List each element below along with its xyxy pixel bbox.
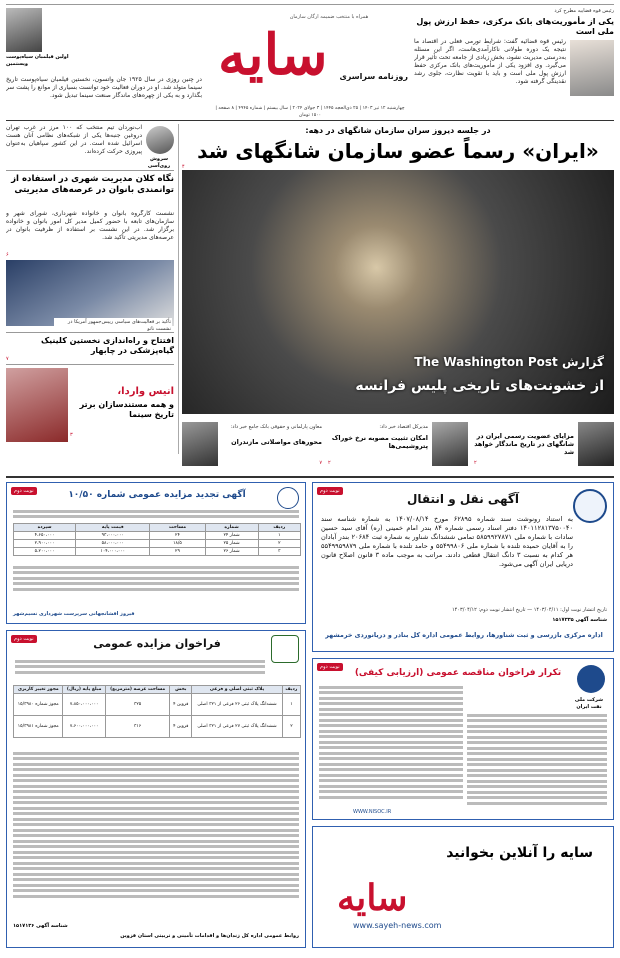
strip-photo-1 <box>578 422 614 466</box>
ad-tender-org: شرکت ملی نفت ایران <box>574 697 604 710</box>
table-row: ۱ ششدانگ پلاک ثبتی ۲۶ فرعی از ۳۲۱ اصلی قزوین ۴ ۳۲۵ ۷،۸۵۰،۰۰۰،۰۰۰ مجوز شماره ۱۵/۳۹۸۰ <box>14 694 301 716</box>
ad-transport-footer: اداره مرکزی بازرسی و ثبت شناورها، روابط عمومی اداره کل بنادر و دریانوردی خرمشهر <box>325 631 603 639</box>
ports-logo <box>573 489 607 523</box>
left-column <box>6 124 174 444</box>
filmmaker-photo <box>6 8 42 52</box>
ad-auction2-id: شناسه آگهی ۱۵۱۷۱۳۶ <box>13 923 68 929</box>
municipality-logo <box>277 487 299 509</box>
ad-tender-badge: نوبت دوم <box>317 663 343 671</box>
ad-auction2-title: فراخوان مزایده عمومی <box>93 637 221 650</box>
story1-text: آب‌نوردان تیم منتخب که ۱۰۰ مرز در غرب تهران دروغین جنبه‌ها یکی از شبکه‌های نظامی آنان هست اسرائیل شده است. در این کشور سپاهیان به‌عنوان پیروزی حرکت کرده‌اند. <box>6 124 142 155</box>
online-url[interactable]: www.sayeh-news.com <box>353 921 442 930</box>
strip-photo-2 <box>432 422 468 466</box>
ad-transport-badge: نوبت دوم <box>317 487 343 495</box>
nioc-logo <box>577 665 605 693</box>
top-left-body: در چنین روزی در سال ۱۹۲۵ جان واتسون، نخستین فیلمبان سیاه‌پوست تاریخ سینما متولد شد. او در دوران فعالیت خود توانست بسیاری از موانع را پشت سر بگذارد و به یکی از چهره‌های ماندگار صنعت سینما تبدیل شود. <box>6 76 202 99</box>
ad-tender-text-left <box>319 683 463 801</box>
ad-transport-dates: تاریخ انتشار نوبت اول: ۱۴۰۳/۰۴/۱۱ — تاریخ انتشار نوبت دوم: ۱۴۰۳/۰۴/۱۲ <box>452 607 607 613</box>
photo-headline-2[interactable]: از خشونت‌های تاریخی پلیس فرانسه <box>355 378 604 394</box>
table-row: ۲ ششدانگ پلاک ثبتی ۲۷ فرعی از ۳۲۱ اصلی قزوین ۴ ۳۱۶ ۷،۶۰۰،۰۰۰،۰۰۰ مجوز شماره ۱۵/۳۹۸۱ <box>14 716 301 738</box>
top-right-headline[interactable]: یکی از مأموریت‌های بانک مرکزی، حفظ ارزش پول ملی است <box>416 16 614 36</box>
masthead-logo[interactable]: سایه <box>218 22 328 88</box>
strip-item-1[interactable]: مزایای عضویت رسمی ایران در شانگهای در تاریخ ماندگار خواهد شد ۲ <box>474 418 614 470</box>
nato-photo <box>6 260 174 326</box>
strip-item-2[interactable]: مدیرکل اقتصاد خبر داد: امکان تثبیت مصوبه نرخ خوراک پتروشیمی‌ها ۲ <box>328 418 468 470</box>
online-box[interactable] <box>312 826 614 948</box>
headline-agnes[interactable]: انیس واردا، <box>117 386 174 397</box>
strip-photo-3 <box>182 422 218 466</box>
agnes-varda-photo <box>6 368 68 442</box>
strip-headline-3: محورهای مواصلاتی مازندران <box>231 438 322 446</box>
ad-auction2-badge: نوبت دوم <box>11 635 37 643</box>
headline-women-management[interactable]: نگاه کلان مدیریت شهری در استفاده از توانمندی بانوان در عرصه‌های مدیریتی <box>11 174 174 195</box>
ad-transport-id: شناسه آگهی ۱۵۱۷۳۳۵ <box>552 617 607 623</box>
ad-tender-text-right <box>467 711 607 807</box>
ad-tender-title: تکرار فراخوان مناقصه عمومی (ارزیابی کیفی) <box>354 668 562 678</box>
table-row: ۳ شمار ۲۶ ۲۹ ۱۰۴،۰۰۰،۰۰۰ ۵،۲۰۰،۰۰۰ <box>14 548 301 556</box>
top-right-kicker: رئیس قوه قضاییه مطرح کرد <box>554 8 614 14</box>
masthead-subtitle: روزنامه سراسری <box>339 72 408 81</box>
strip-headline-2: امکان تثبیت مصوبه نرخ خوراک پتروشیمی‌ها <box>331 434 428 450</box>
ad-auction1-title: آگهی تجدید مزایده عمومی شماره ۱۰/۵۰ <box>68 490 246 500</box>
ad-auction1-table: ردیف شماره مساحت قیمت پایه سپرده ۱ شمار ۲۴ ۲۴ ۹۳،۰۰۰،۰۰۰ ۴،۶۵۰،۰۰۰ ۲ شمار ۲۵ ۱۸/۵ ۵۸،۰۰۰،۰۰۰ ۲،۹۰۰،۰۰۰ ۳ شمار ۲۶ ۲۹ ۱۰۴،۰۰۰،۰۰۰ ۵،۲۰۰،۰۰۰ <box>13 523 301 556</box>
prisons-logo <box>271 635 299 663</box>
ad-transport-body: به استناد رونوشت سند شماره ۶۲۸۹۵ مورخ ۱۴۰۷/۰۸/۱۴ به شماره شناسه سند ۱۴۰۱۱۲۸۱۳۷۵۰۰۴۰ دفتر اسناد رسمی شماره ۸۴ بندر امام خمینی (ره) آقای سید حسین سادات با شماره ملی ۵۸۵۹۹۲۷۸۷۱ تمامی ششدانگ شناور به شماره ثبت ۲۰۶۸۴ بندر آبادان را به آقایان حمیده تلنده با شماره ملی ۵۵۴۹۹۸۰۶ و حامد تلنده با شماره ملی ۵۵۴۹۹۵۹۸۷۹ هر کدام به نسبت ۳ دانگ انتقال قطعی دادند. مراتب به موجب ماده ۳ قانون اصلاح قانون دریایی ایران آگهی می‌شود. <box>321 515 573 568</box>
story1-author: سروش روی‌آسی <box>147 156 171 169</box>
strip-item-3[interactable]: معاون پارلمانی و حقوقی بانک جامع خبر داد: محورهای مواصلاتی مازندران ۷ <box>182 418 322 470</box>
ad-auction1-badge: نوبت دوم <box>11 487 37 495</box>
top-right-body: رئیس قوه قضائیه گفت: شرایط تورمی فعلی در اقتصاد ما نتیجه یک دوره طولانی ناکارآمدی‌هاست، اگر این مسئله به‌درستی مدیریت نشود، بخش زیادی از جامعه تحت تأثیر قرار می‌گیرد. وی افزود یکی از مأموریت‌های بانک مرکزی حفظ ارزش پول ملی است و باید با تقویت نظارت، جلوی رشد نقدینگی گرفته شود. <box>414 38 566 85</box>
masthead-slogan: همراه با منتخب ضمیمه ارگان سازمان <box>289 14 369 20</box>
ad-auction-1 <box>6 482 306 624</box>
main-kicker: در جلسه دیروز سران سازمان شانگهای در دهه: <box>305 126 491 135</box>
author-avatar <box>146 126 174 154</box>
online-logo: سایه <box>337 877 408 919</box>
photo-headline-1[interactable]: گزارش The Washington Post <box>414 355 604 369</box>
headline-agnes-sub[interactable]: و همه مستندسازان برتر تاریخ سینما <box>79 400 174 419</box>
table-row: ۱ شمار ۲۴ ۲۴ ۹۳،۰۰۰،۰۰۰ ۴،۶۵۰،۰۰۰ <box>14 532 301 540</box>
headline-clinic[interactable]: افتتاح و راه‌اندازی نخستین کلینیک گیاه‌پزشکی در چابهار <box>40 336 174 355</box>
ad-auction2-table: ردیف پلاک ثبتی اصلی و فرعی بخش مساحت عرصه (مترمربع) مبلغ پایه (ریال) مجوز تغییر کاربری ۱ ششدانگ پلاک ثبتی ۲۶ فرعی از ۳۲۱ اصلی قزوین ۴ ۳۲۵ ۷،۸۵۰،۰۰۰،۰۰۰ مجوز شماره ۱۵/۳۹۸۰ ۲ ششدانگ پلاک ثبتی ۲۷ فرعی از ۳۲۱ اصلی قزوین ۴ ۳۱۶ ۷،۶۰۰،۰۰۰،۰۰۰ مجوز شماره ۱۵/۳۹۸۱ <box>13 685 301 738</box>
page-ref-6: ۶ <box>6 252 9 258</box>
main-page-ref: ۴ <box>182 164 185 170</box>
top-right-story <box>414 8 614 116</box>
ad-auction2-footer: روابط عمومی اداره کل زندان‌ها و اقدامات تأمینی و تربیتی استان قزوین <box>120 933 299 939</box>
ad-tender <box>312 658 614 820</box>
filmmaker-name: اولین فیلمبان سیاه‌پوست ویستمین <box>6 54 69 67</box>
main-story <box>182 124 614 414</box>
judiciary-chief-photo <box>570 40 614 96</box>
ad-auction1-text <box>13 507 299 521</box>
table-row: ۲ شمار ۲۵ ۱۸/۵ ۵۸،۰۰۰،۰۰۰ ۲،۹۰۰،۰۰۰ <box>14 540 301 548</box>
story-strip <box>182 418 614 470</box>
page-ref-7: ۷ <box>6 356 9 362</box>
strip-headline-1: مزایای عضویت رسمی ایران در شانگهای در تاریخ ماندگار خواهد شد <box>474 432 574 456</box>
masthead <box>210 10 410 120</box>
page-ref-3: ۳ <box>70 432 73 438</box>
ad-tender-website[interactable]: WWW.NISOC.IR <box>353 809 392 815</box>
main-headline[interactable]: «ایران» رسماً عضو سازمان شانگهای شد <box>197 139 599 163</box>
story2-text: نشست کارگروه بانوان و خانواده شهرداری، شورای شهر و سازمان‌های تابعه با حضور کمیل مدیر کل امور بانوان و خانواده برگزار شد. در این نشست بر استفاده از ظرفیت بانوان در عرصه‌های مدیریتی تأکید شد. <box>6 210 174 241</box>
nato-caption: تأکید بر فعالیت‌های سیاسی رییس‌جمهور آمریکا در نشست ناتو <box>54 318 172 333</box>
ad-auction1-footer: فیروز افشانجهانی سرپرست شهرداری نسیم‌شهر <box>13 611 135 617</box>
ad-auction-2 <box>6 630 306 948</box>
online-text: سایه را آنلاین بخوانید <box>446 845 593 861</box>
issue-line: چهارشنبه ۱۲ تیر ۱۴۰۳ | ۲۵ ذی‌الحجه ۱۴۴۵ | ۳ جولای ۲۰۲۴ | سال بیستم | شماره ۴۹۴۵ | ۸ صفحه | ۱۵۰۰ تومان <box>215 106 405 118</box>
ad-transport-title: آگهی نقل و انتقال <box>406 492 520 506</box>
ad-transport <box>312 482 614 652</box>
top-left-story <box>6 8 202 116</box>
